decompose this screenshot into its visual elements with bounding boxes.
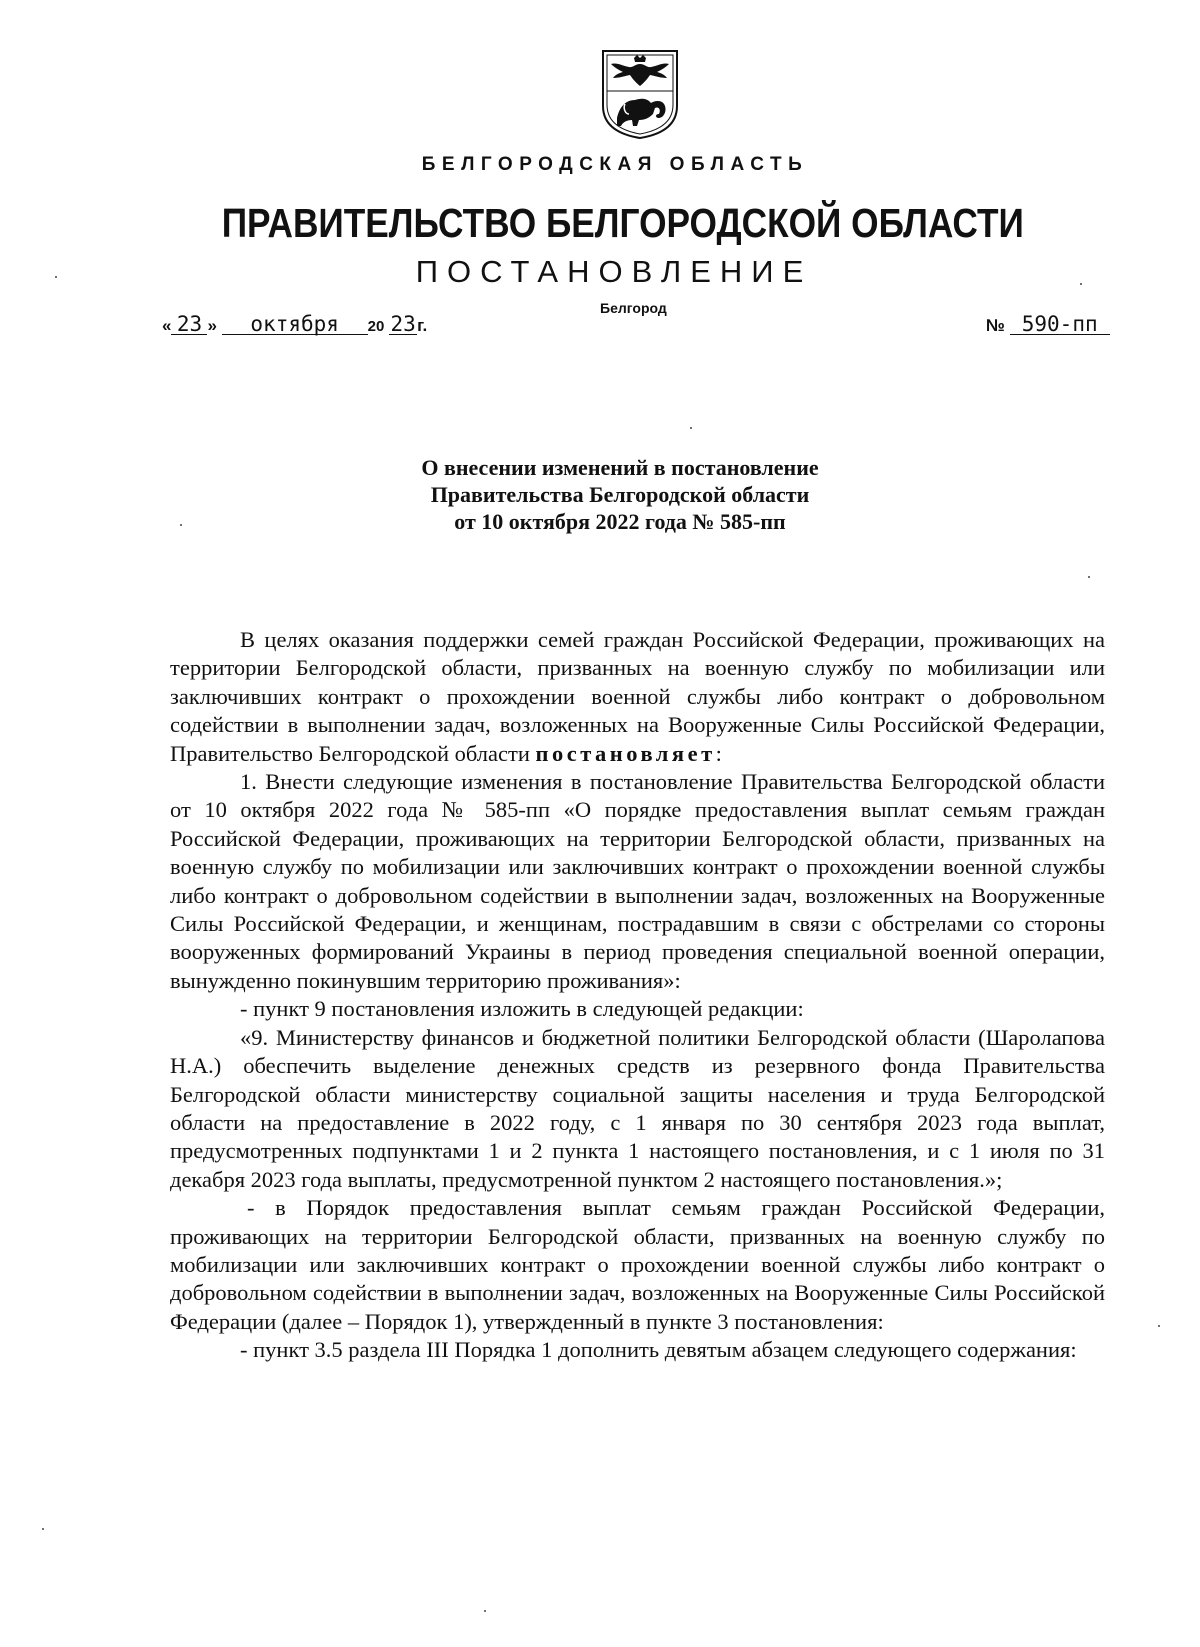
decree-number xyxy=(986,314,1110,336)
number-prefix: № xyxy=(986,316,1005,335)
item-1-paragraph: 1. Внести следующие изменения в постановление Правительства Белгородской области от 10 октября 2022 года № 585-пп «О порядке предоставления выплат семьям граждан Российской Федерации, проживающих на территории Белгородской области, призванных на военную службу по мобилизации или заключивших контракт о прохождении военной службы либо контракт о добровольном содействии в выполнении задач, возложенных на Вооруженные Силы Российской Федерации, и женщинам, пострадавшим в связи с обстрелами со стороны вооруженных формирований Украины в период проведения специальной военной операции, вынужденно покинувшим территорию проживания»: xyxy=(170,769,1105,993)
region-name: БЕЛГОРОДСКАЯ ОБЛАСТЬ xyxy=(421,154,809,175)
decree-date xyxy=(162,314,427,336)
preamble-text: В целях оказания поддержки семей граждан Российской Федерации, проживающих на территории Белгородской области, призванных на военную службу по мобилизации или заключивших контракт о прохождении военной службы либо контракт о добровольном содействии в выполнении задач, возложенных на Вооруженные Силы Российской Федерации, Правительство Белгородской области xyxy=(170,627,1105,766)
scan-speck xyxy=(180,524,182,526)
title-line-1: О внесении изменений в постановление xyxy=(421,455,819,480)
scan-speck xyxy=(690,427,692,429)
point-3-5-paragraph: - пункт 3.5 раздела III Порядка 1 дополнить девятым абзацем следующего содержания: xyxy=(240,1337,1077,1363)
resolves-colon: : xyxy=(715,740,722,766)
coat-of-arms-emblem xyxy=(599,48,681,140)
scan-speck xyxy=(1080,283,1082,285)
date-month: октября xyxy=(222,314,368,335)
title-line-2: Правительства Белгородской области xyxy=(430,482,810,507)
scan-speck xyxy=(42,1528,44,1530)
preamble-paragraph xyxy=(170,626,1105,768)
date-day: 23 xyxy=(171,314,207,335)
date-year: 23 xyxy=(390,312,416,336)
date-close-quote: » xyxy=(207,316,217,335)
resolves-word: постановляет xyxy=(535,740,716,766)
date-open-quote: « xyxy=(162,316,172,335)
government-name: ПРАВИТЕЛЬСТВО БЕЛГОРОДСКОЙ ОБЛАСТИ xyxy=(221,200,1024,246)
procedure-paragraph: - в Порядок предоставления выплат семьям граждан Российской Федерации, проживающих на территории Белгородской области, призванных на военную службу по мобилизации или заключивших контракт о прохождении военной службы либо контракт о добровольном содействии в выполнении задач, возложенных на Вооруженные Силы Российской Федерации (далее – Порядок 1), утвержденный в пункте 3 постановления: xyxy=(170,1195,1105,1334)
scan-speck xyxy=(484,1610,486,1612)
scan-speck xyxy=(55,276,57,278)
decree-body xyxy=(170,626,1105,1365)
point-9-intro: - пункт 9 постановления изложить в следующей редакции: xyxy=(240,996,804,1022)
title-line-3: от 10 октября 2022 года № 585-пп xyxy=(454,509,786,534)
date-year-suffix: г. xyxy=(417,316,428,335)
scan-speck xyxy=(1158,1325,1160,1327)
city: Белгород xyxy=(600,300,667,316)
date-century: 20 xyxy=(367,318,385,335)
scan-speck xyxy=(1088,576,1090,578)
document-type: ПОСТАНОВЛЕНИЕ xyxy=(415,254,813,289)
number-value: 590-пп xyxy=(1010,314,1110,335)
point-9-text: «9. Министерству финансов и бюджетной политики Белгородской области (Шаролапова Н.А.) обеспечить выделение денежных средств из резервного фонда Правительства Белгородской области министерству социальной защиты населения и труда Белгородской области на предоставление в 2022 году, с 1 января по 30 сентября 2023 года выплат, предусмотренных подпунктами 1 и 2 пункта 1 настоящего постановления, и с 1 июля по 31 декабря 2023 года выплаты, предусмотренной пунктом 2 настоящего постановления.»; xyxy=(170,1024,1105,1192)
decree-title xyxy=(0,454,1200,535)
